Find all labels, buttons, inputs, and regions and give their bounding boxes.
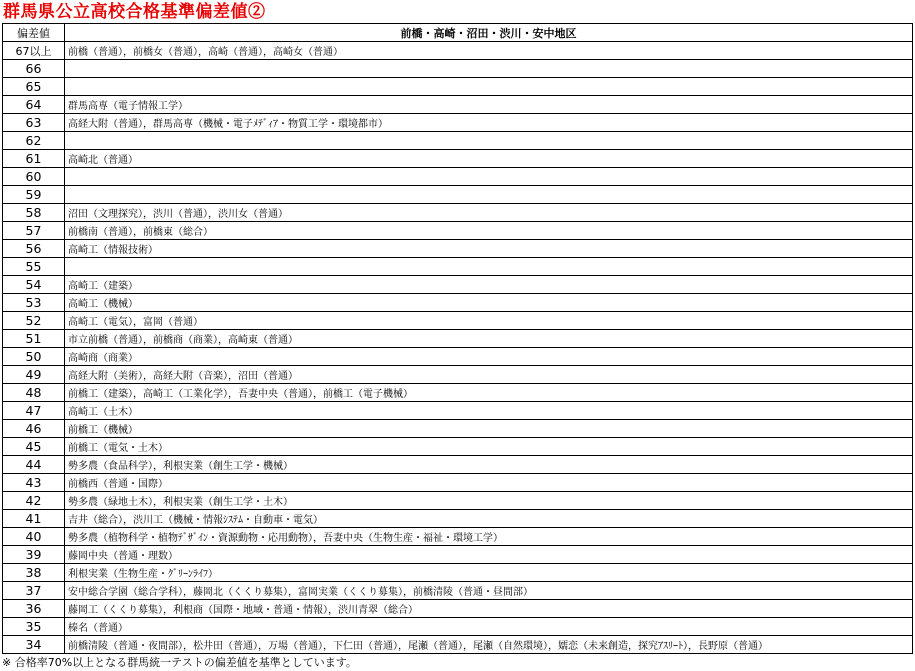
schools-cell: 安中総合学園（総合学科），藤岡北（くくり募集），富岡実業（くくり募集），前橋清陵（普通・昼間部） (65, 582, 913, 600)
schools-cell: 高崎工（情報技術） (65, 240, 913, 258)
table-row (3, 582, 913, 600)
score-cell: 37 (3, 582, 65, 600)
table-row (3, 78, 913, 96)
schools-cell: 前橋工（電気・土木） (65, 438, 913, 456)
schools-cell: 沼田（文理探究），渋川（普通），渋川女（普通） (65, 204, 913, 222)
schools-cell: 高崎工（建築） (65, 276, 913, 294)
score-cell: 44 (3, 456, 65, 474)
table-row (3, 600, 913, 618)
table-row (3, 528, 913, 546)
table-row (3, 546, 913, 564)
schools-cell (65, 168, 913, 186)
score-table (2, 23, 913, 654)
score-cell: 40 (3, 528, 65, 546)
score-cell: 60 (3, 168, 65, 186)
schools-cell: 前橋工（建築），高崎工（工業化学），吾妻中央（普通），前橋工（電子機械） (65, 384, 913, 402)
score-cell: 34 (3, 636, 65, 654)
score-column-header: 偏差値 (3, 24, 65, 42)
score-cell: 43 (3, 474, 65, 492)
score-cell: 67以上 (3, 42, 65, 60)
score-cell: 46 (3, 420, 65, 438)
table-row (3, 510, 913, 528)
table-row (3, 276, 913, 294)
schools-cell: 藤岡工（くくり募集），利根商（国際・地域・普通・情報），渋川青翠（総合） (65, 600, 913, 618)
score-cell: 57 (3, 222, 65, 240)
table-row (3, 384, 913, 402)
score-cell: 53 (3, 294, 65, 312)
score-cell: 58 (3, 204, 65, 222)
table-row (3, 474, 913, 492)
table-row (3, 402, 913, 420)
score-cell: 49 (3, 366, 65, 384)
score-cell: 45 (3, 438, 65, 456)
score-cell: 38 (3, 564, 65, 582)
table-row (3, 492, 913, 510)
schools-cell (65, 78, 913, 96)
schools-cell: 勢多農（植物科学・植物ﾃﾞｻﾞｲﾝ・資源動物・応用動物），吾妻中央（生物生産・福祉・環境工学） (65, 528, 913, 546)
score-cell: 51 (3, 330, 65, 348)
schools-cell: 前橋南（普通），前橋東（総合） (65, 222, 913, 240)
schools-cell: 高崎工（電気），富岡（普通） (65, 312, 913, 330)
footnote: ※ 合格率70%以上となる群馬統一テストの偏差値を基準としています。 (2, 656, 357, 669)
schools-cell: 勢多農（緑地土木），利根実業（創生工学・土木） (65, 492, 913, 510)
table-row (3, 258, 913, 276)
page-title: 群馬県公立高校合格基準偏差値② (3, 2, 266, 22)
score-cell: 65 (3, 78, 65, 96)
schools-cell: 高崎工（機械） (65, 294, 913, 312)
schools-cell: 前橋工（機械） (65, 420, 913, 438)
score-cell: 61 (3, 150, 65, 168)
table-header-row (3, 24, 913, 42)
schools-cell: 利根実業（生物生産・ｸﾞﾘｰﾝﾗｲﾌ） (65, 564, 913, 582)
score-cell: 54 (3, 276, 65, 294)
score-cell: 35 (3, 618, 65, 636)
schools-cell: 藤岡中央（普通・理数） (65, 546, 913, 564)
score-cell: 66 (3, 60, 65, 78)
table-row (3, 222, 913, 240)
table-row (3, 420, 913, 438)
table-row (3, 240, 913, 258)
score-cell: 39 (3, 546, 65, 564)
schools-cell: 高経大附（普通），群馬高専（機械・電子ﾒﾃﾞｨｱ・物質工学・環境都市） (65, 114, 913, 132)
schools-cell: 前橋（普通），前橋女（普通），高崎（普通），高崎女（普通） (65, 42, 913, 60)
table-row (3, 60, 913, 78)
table-row (3, 618, 913, 636)
table-row (3, 150, 913, 168)
score-cell: 52 (3, 312, 65, 330)
schools-cell: 前橋清陵（普通・夜間部），松井田（普通），万場（普通），下仁田（普通），尾瀬（普通），尾瀬（自然環境），嬬恋（未来創造，探究ｱｽﾘｰﾄ），長野原（普通） (65, 636, 913, 654)
schools-cell: 群馬高専（電子情報工学） (65, 96, 913, 114)
score-cell: 64 (3, 96, 65, 114)
schools-cell: 高崎工（土木） (65, 402, 913, 420)
schools-cell: 高経大附（美術），高経大附（音楽），沼田（普通） (65, 366, 913, 384)
schools-cell: 市立前橋（普通），前橋商（商業），高崎東（普通） (65, 330, 913, 348)
schools-cell: 高崎商（商業） (65, 348, 913, 366)
table-row (3, 132, 913, 150)
schools-cell (65, 258, 913, 276)
table-row (3, 636, 913, 654)
table-row (3, 312, 913, 330)
score-cell: 47 (3, 402, 65, 420)
score-cell: 48 (3, 384, 65, 402)
score-cell: 36 (3, 600, 65, 618)
score-cell: 59 (3, 186, 65, 204)
schools-cell: 前橋西（普通・国際） (65, 474, 913, 492)
table-row (3, 366, 913, 384)
schools-cell: 高崎北（普通） (65, 150, 913, 168)
schools-cell (65, 186, 913, 204)
table-row (3, 186, 913, 204)
score-cell: 56 (3, 240, 65, 258)
table-row (3, 204, 913, 222)
schools-cell: 吉井（総合），渋川工（機械・情報ｼｽﾃﾑ・自動車・電気） (65, 510, 913, 528)
table-row (3, 168, 913, 186)
schools-cell: 勢多農（食品科学），利根実業（創生工学・機械） (65, 456, 913, 474)
score-cell: 63 (3, 114, 65, 132)
table-row (3, 348, 913, 366)
schools-cell: 榛名（普通） (65, 618, 913, 636)
score-cell: 50 (3, 348, 65, 366)
score-cell: 55 (3, 258, 65, 276)
table-row (3, 564, 913, 582)
region-column-header: 前橋・高崎・沼田・渋川・安中地区 (65, 24, 913, 42)
table-row (3, 330, 913, 348)
schools-cell (65, 60, 913, 78)
table-row (3, 96, 913, 114)
table-row (3, 456, 913, 474)
score-cell: 62 (3, 132, 65, 150)
table-row (3, 294, 913, 312)
table-row (3, 438, 913, 456)
schools-cell (65, 132, 913, 150)
table-row (3, 42, 913, 60)
score-cell: 41 (3, 510, 65, 528)
table-row (3, 114, 913, 132)
score-cell: 42 (3, 492, 65, 510)
